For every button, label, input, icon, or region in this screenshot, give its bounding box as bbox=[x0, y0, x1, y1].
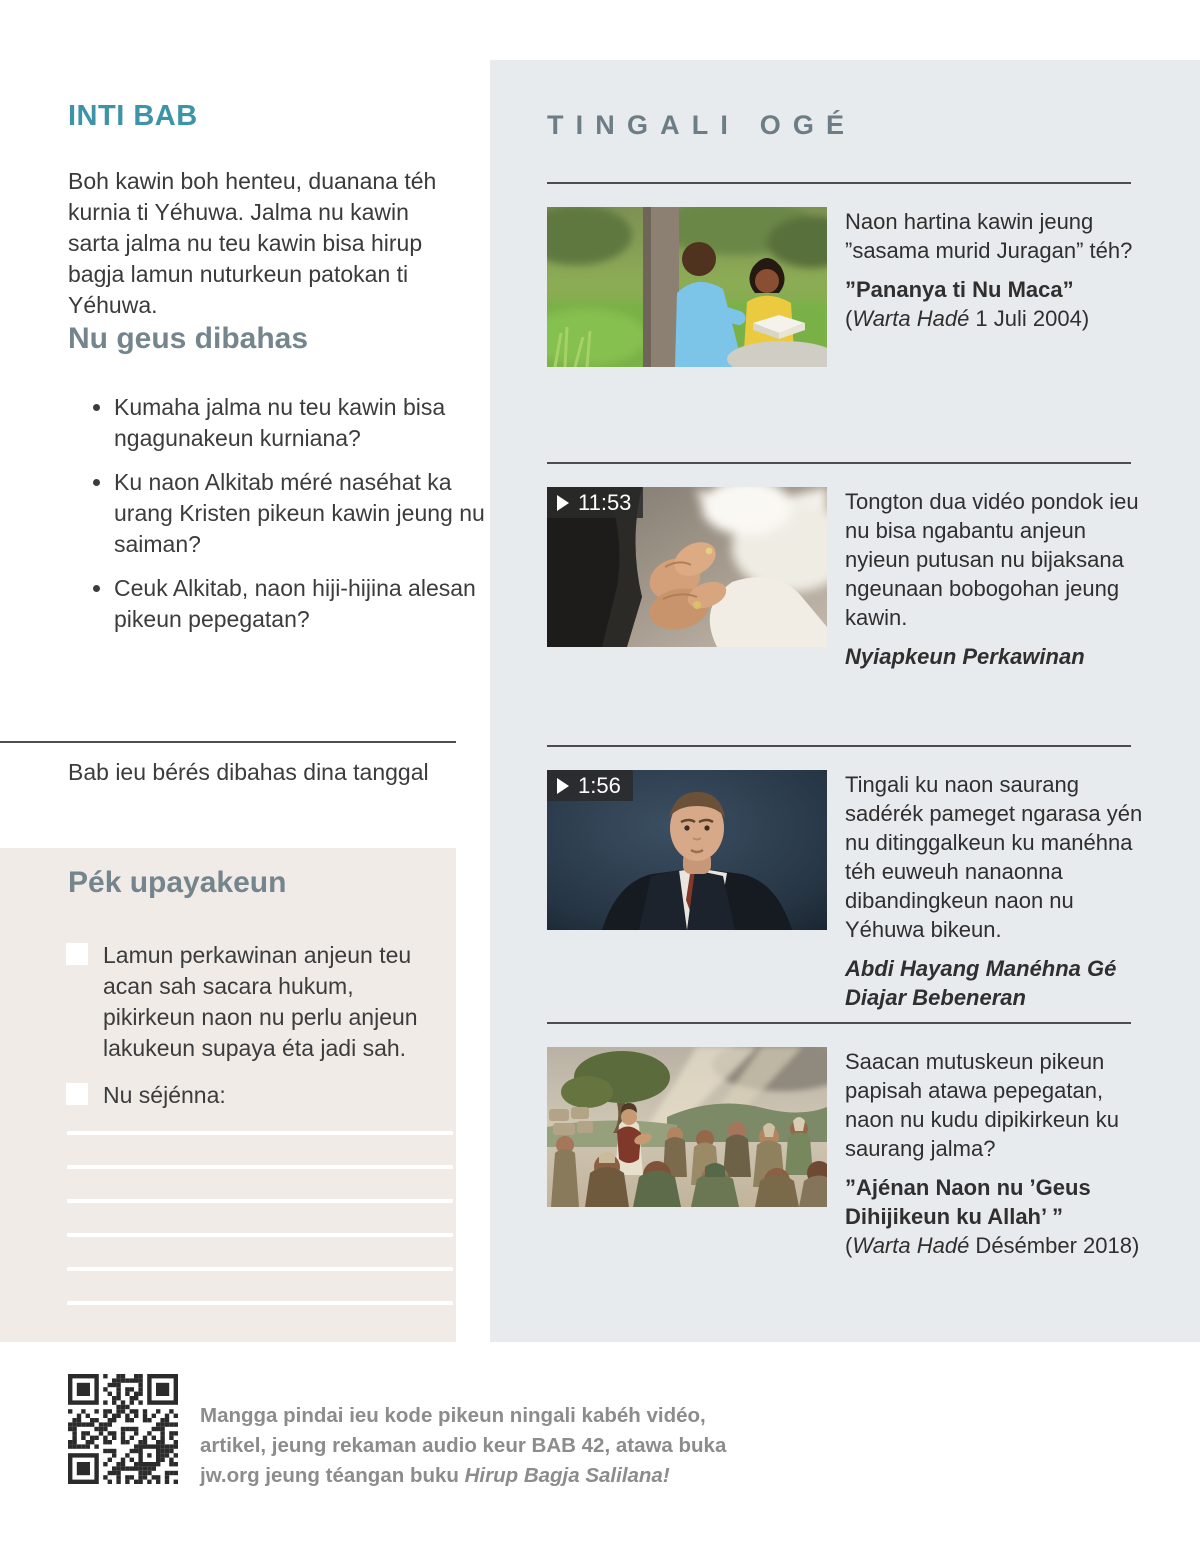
see-also-panel bbox=[490, 60, 1200, 1342]
qr-caption: Mangga pindai ieu kode pikeun ningali kabéh vidéo, artikel, jeung rekaman audio keur BAB 42, atawa buka jw.org jeung téangan buku Hirup Bagja Salilana! bbox=[200, 1404, 727, 1487]
item-description: Naon hartina kawin jeung ”sasama murid Juragan” téh? bbox=[845, 209, 1133, 263]
item-divider bbox=[547, 745, 1131, 747]
item-divider bbox=[547, 182, 1131, 184]
review-question: • Kumaha jalma nu teu kawin bisa ngagunakeun kurniana? bbox=[114, 392, 492, 454]
try-box bbox=[0, 848, 456, 1342]
see-also-item-text bbox=[845, 770, 1143, 1012]
video-thumbnail[interactable] bbox=[547, 487, 827, 647]
video-title[interactable]: Abdi Hayang Manéhna Gé Diajar Bebeneran bbox=[845, 956, 1117, 1010]
article-title[interactable]: ”Ajénan Naon nu ’Geus Dihijikeun ku Allah’ ” bbox=[845, 1175, 1091, 1229]
reviewed-heading: Nu geus dibahas bbox=[68, 322, 309, 355]
writing-line[interactable] bbox=[67, 1301, 453, 1305]
review-question: • Ku naon Alkitab méré naséhat ka urang Kristen pikeun kawin jeung nu saiman? bbox=[114, 467, 492, 560]
see-also-item bbox=[547, 207, 1143, 367]
play-icon bbox=[557, 495, 569, 511]
see-also-item bbox=[547, 770, 1143, 1012]
video-duration-badge[interactable] bbox=[547, 487, 643, 518]
qr-code-graphic bbox=[68, 1374, 178, 1484]
see-also-item bbox=[547, 487, 1143, 671]
source-publication: Warta Hadé bbox=[852, 306, 970, 331]
review-question: • Ceuk Alkitab, naon hiji-hijina alesan pikeun pepegatan? bbox=[114, 573, 492, 635]
completion-date-note: Bab ieu bérés dibahas dina tanggal bbox=[68, 759, 429, 785]
article-source: (Warta Hadé 1 Juli 2004) bbox=[845, 306, 1090, 331]
item-description: Tingali ku naon saurang sadérék pameget ngarasa yén nu ditinggalkeun ku manéhna téh euweuh nanaonna dibandingkeun naon nu Yéhuwa bikeun. bbox=[845, 772, 1143, 942]
writing-line[interactable] bbox=[67, 1233, 453, 1237]
review-question-list bbox=[90, 392, 492, 648]
try-box-title: Pék upayakeun bbox=[68, 866, 287, 899]
section-title: INTI BAB bbox=[68, 100, 198, 132]
jesus-teaching-crowd-image bbox=[547, 1047, 827, 1207]
writing-line[interactable] bbox=[67, 1199, 453, 1203]
see-also-item bbox=[547, 1047, 1143, 1260]
goal-checkbox[interactable] bbox=[66, 1083, 88, 1105]
article-thumbnail[interactable] bbox=[547, 1047, 827, 1207]
item-divider bbox=[547, 1022, 1131, 1024]
play-icon bbox=[557, 778, 569, 794]
item-divider bbox=[547, 462, 1131, 464]
article-thumbnail[interactable] bbox=[547, 207, 827, 367]
goal-item bbox=[66, 1080, 438, 1111]
video-duration-badge[interactable] bbox=[547, 770, 633, 801]
divider-rule bbox=[0, 741, 456, 743]
video-title[interactable]: Nyiapkeun Perkawinan bbox=[845, 644, 1085, 669]
article-title[interactable]: ”Pananya ti Nu Maca” bbox=[845, 277, 1074, 302]
see-also-heading: TINGALI OGÉ bbox=[547, 110, 857, 140]
item-description: Saacan mutuskeun pikeun papisah atawa pepegatan, naon nu kudu dipikirkeun ku saurang jalma? bbox=[845, 1049, 1119, 1161]
couple-under-tree-image bbox=[547, 207, 827, 367]
video-duration: 11:53 bbox=[578, 489, 632, 515]
goal-item bbox=[66, 940, 438, 1064]
item-description: Tongton dua vidéo pondok ieu nu bisa ngabantu anjeun nyieun putusan nu bijaksana ngeunaan bobogohan jeung kawin. bbox=[845, 489, 1139, 630]
chapter-summary-text: Boh kawin boh henteu, duanana téh kurnia ti Yéhuwa. Jalma nu kawin sarta jalma nu teu kawin bisa hirup bagja lamun nuturkeun patokan ti Yéhuwa. bbox=[68, 168, 437, 318]
see-also-item-text bbox=[845, 1047, 1143, 1260]
video-thumbnail[interactable] bbox=[547, 770, 827, 930]
see-also-item-text bbox=[845, 487, 1143, 671]
goal-item-label: Nu séjénna: bbox=[103, 1082, 226, 1108]
book-title: Hirup Bagja Salilana! bbox=[464, 1464, 670, 1487]
see-also-item-text bbox=[845, 207, 1143, 367]
qr-code bbox=[68, 1374, 178, 1484]
goal-checkbox[interactable] bbox=[66, 943, 88, 965]
writing-line[interactable] bbox=[67, 1131, 453, 1135]
writing-line[interactable] bbox=[67, 1165, 453, 1169]
source-publication: Warta Hadé bbox=[852, 1233, 970, 1258]
article-source: (Warta Hadé Désémber 2018) bbox=[845, 1233, 1140, 1258]
writing-line[interactable] bbox=[67, 1267, 453, 1271]
goal-item-label: Lamun perkawinan anjeun teu acan sah sacara hukum, pikirkeun naon nu perlu anjeun lakukeun supaya éta jadi sah. bbox=[103, 942, 418, 1061]
video-duration: 1:56 bbox=[578, 772, 621, 798]
